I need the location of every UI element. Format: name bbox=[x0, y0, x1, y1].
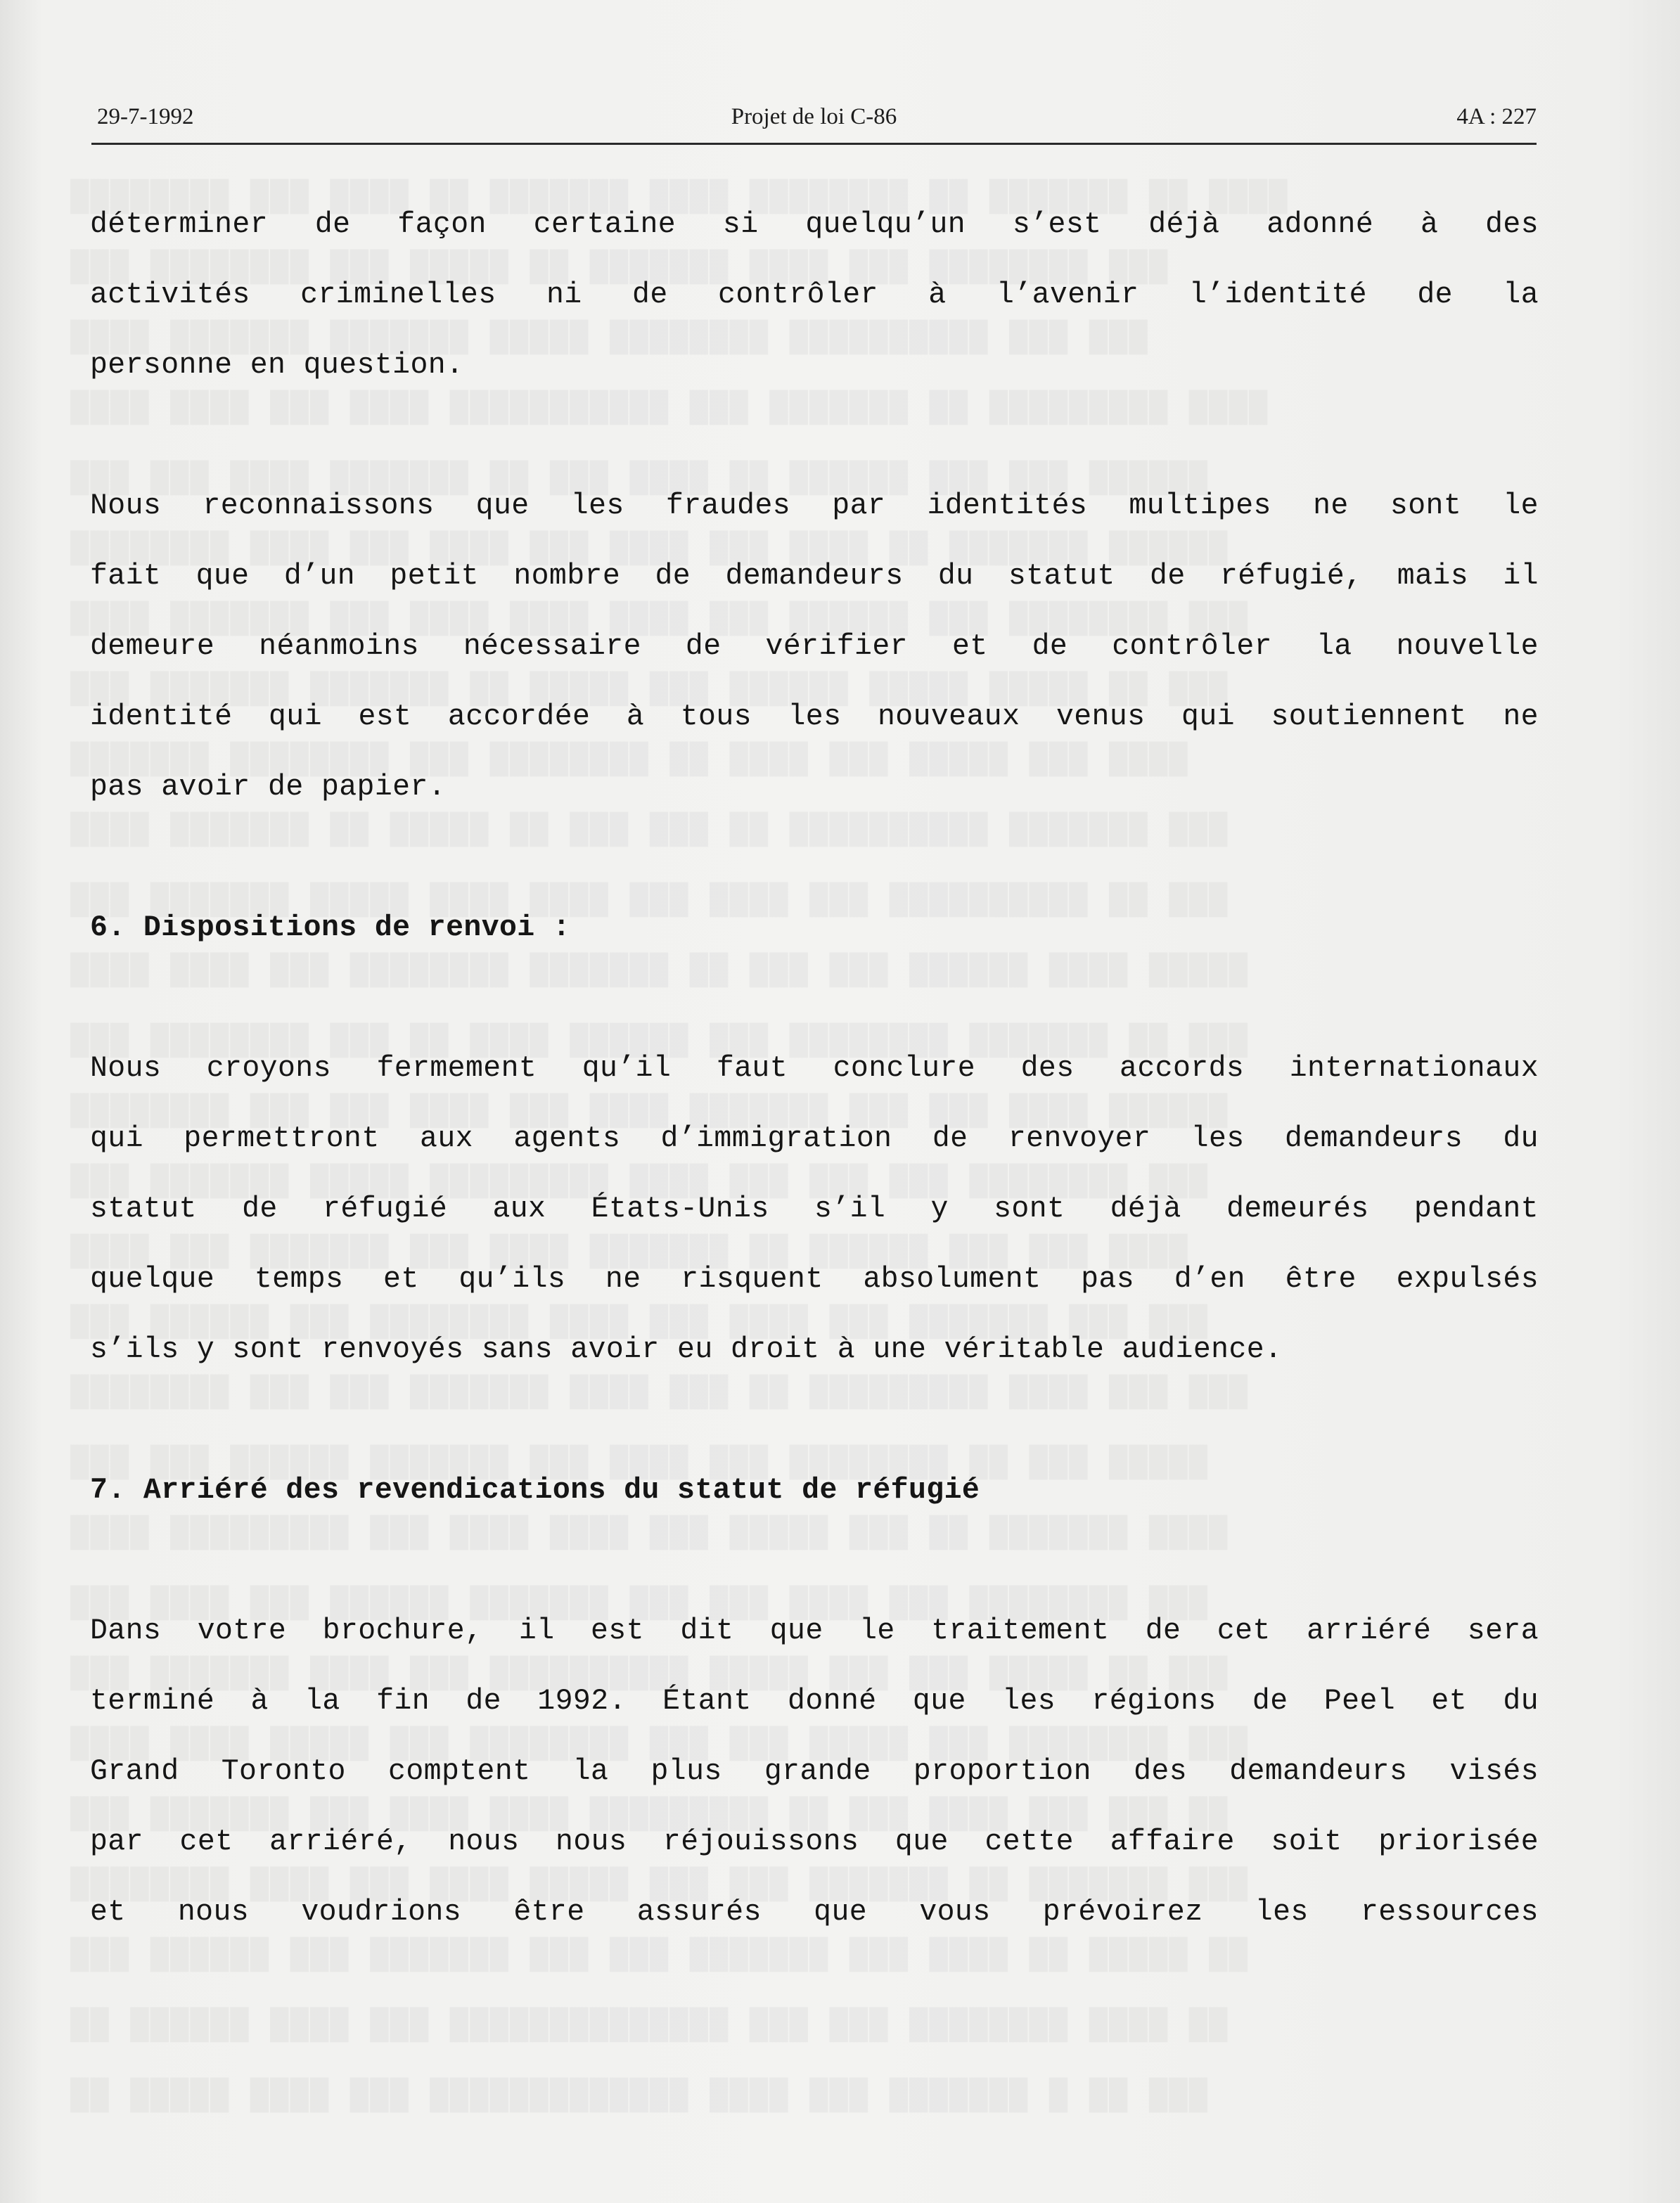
header-date: 29-7-1992 bbox=[97, 104, 194, 129]
text-line: par cet arriéré, nous nous réjouissons que cette affaire soit priorisée bbox=[90, 1825, 1539, 1858]
text-line: Dans votre brochure, il est dit que le traitement de cet arriéré sera bbox=[90, 1614, 1539, 1648]
text-line: et nous voudrions être assurés que vous prévoirez les ressources bbox=[90, 1896, 1539, 1929]
text-line: demeure néanmoins nécessaire de vérifier et de contrôler la nouvelle bbox=[90, 630, 1539, 663]
section-6-heading: 6. Dispositions de renvoi : bbox=[90, 911, 571, 944]
text-line: identité qui est accordée à tous les nouveaux venus qui soutiennent ne bbox=[90, 700, 1539, 733]
paragraph-gap bbox=[90, 401, 1539, 471]
bleed-through-texture: ████████ ███ ████ ██ ███████ ████ ████████ ██ ███████ ██ ████ ███ ████████ ███ █████ ██ ███████ ████ ███ ████████ ███ ████ ███████ ███████ █████ ████████ ██████████ ███ ███ ████ ████ ███ ████ ███████████ ███ ███████ ██ █████████ ████ ███ ███ ████ ███████ ██ ███ ████ ██ ██████ ███ ███ ██████ ████████ ████ ███ ████ ███ ████ ███ ████ ██ ███████ ██████ ████ ███████ ███ ████ ████ ████ ███ ██████ ███ ████████ ███ ███ ███████ ███████ ██ █████ ███ ██████ █████ █████ ██ ███ ███████ ████████ ███ ████████ ██ ████ ███ █████ ███ ████ ████ ███████ ██ █████ ██ ███ ███ ██ ██████████ ███████ ███ ███ ███████ █████ ████ ████ ███ ████ ███ ██████████ ██ ███ ████ ████ ███ ████████ ███████ ██ ███ ███ ██████ ████ █████ ███ ████████ ███ ██ ████ ██████ ███ ████████ ███████ ██ ███ ████████ ███ ███ ████ ███ ████ ███████ ███ ███ ████ ██████ ███ ███████ █████ █████████ ████ ███ ███ ███ ████████ ███ ████ ███ ███████ ███ ████ ███████ ██ ██████ ███ ███ ████ ███ ██████ ███ ████████ ████ ███ ████ ███ ███████ ███ ███ ████████ ███ ███ ███████ ████ ███ ██ █████████ ████ ███ ███ ███ ███ ██████ ███████ ███ ████ ███ ████████ ██ ███ █████ ████ █████████ ███ ████ ████ ███ █████ ███ ██ ███████ ████ ███ ████ ███ ██████ ███████ ███ ███ ████ ███ ████████ ███ ███ ███████ ████ ███ ██████████ █████ ███ ███ █████ ██ ███ ████ ████ █████ ███ ████████ ███ ███ █████ ███ ████████ ███ ███ ███████ ███ ████ ████ █████████ ██ ███ ████ ███ ███ ██ ████████ ████ ███ ████ █████ ███ ███ ███████ ██ ███████ ███ ███ ██████ ███ ███████ ███ ███ ███████ ███ ████ ██ █████ ██ ██ ██████ ████ ███ ██████████████ ███ ███ ████████ ████ ██ ██ █████ ████ ███ █████████████ ████ ███ ███████ █ ██ ███ bbox=[70, 179, 1289, 2113]
document-body bbox=[90, 190, 1539, 1948]
text-line: terminé à la fin de 1992. Étant donné que les régions de Peel et du bbox=[90, 1685, 1539, 1718]
header-page-number: 4A : 227 bbox=[1456, 104, 1537, 129]
text-line: personne en question. bbox=[90, 349, 464, 382]
intro-paragraph bbox=[90, 190, 1539, 401]
text-line: déterminer de façon certaine si quelqu’un s’est déjà adonné à des bbox=[90, 208, 1539, 241]
section-7-paragraph bbox=[90, 1596, 1539, 1948]
text-line: Nous reconnaissons que les fraudes par identités multipes ne sont le bbox=[90, 489, 1539, 522]
text-line: fait que d’un petit nombre de demandeurs du statut de réfugié, mais il bbox=[90, 560, 1539, 593]
paragraph-gap bbox=[90, 823, 1539, 893]
section-6-paragraph bbox=[90, 1034, 1539, 1385]
text-line: qui permettront aux agents d’immigration de renvoyer les demandeurs du bbox=[90, 1122, 1539, 1155]
text-line: pas avoir de papier. bbox=[90, 771, 447, 804]
text-line: s’ils y sont renvoyés sans avoir eu droit à une véritable audience. bbox=[90, 1333, 1283, 1366]
paragraph-gap bbox=[90, 1385, 1539, 1456]
text-line: quelque temps et qu’ils ne risquent absolument pas d’en être expulsés bbox=[90, 1263, 1539, 1296]
text-line: activités criminelles ni de contrôler à l’avenir l’identité de la bbox=[90, 278, 1539, 311]
text-line: Grand Toronto comptent la plus grande proportion des demandeurs visés bbox=[90, 1755, 1539, 1788]
text-line: statut de réfugié aux États-Unis s’il y sont déjà demeurés pendant bbox=[90, 1193, 1539, 1226]
header-rule bbox=[91, 143, 1537, 145]
paragraph-gap bbox=[90, 963, 1539, 1034]
paragraph-gap bbox=[90, 1526, 1539, 1596]
section-7-heading: 7. Arriéré des revendications du statut de réfugié bbox=[90, 1474, 980, 1507]
text-line: Nous croyons fermement qu’il faut conclure des accords internationaux bbox=[90, 1052, 1539, 1085]
page-header bbox=[91, 104, 1537, 143]
paragraph-identities bbox=[90, 471, 1539, 823]
header-title: Projet de loi C-86 bbox=[731, 104, 897, 129]
